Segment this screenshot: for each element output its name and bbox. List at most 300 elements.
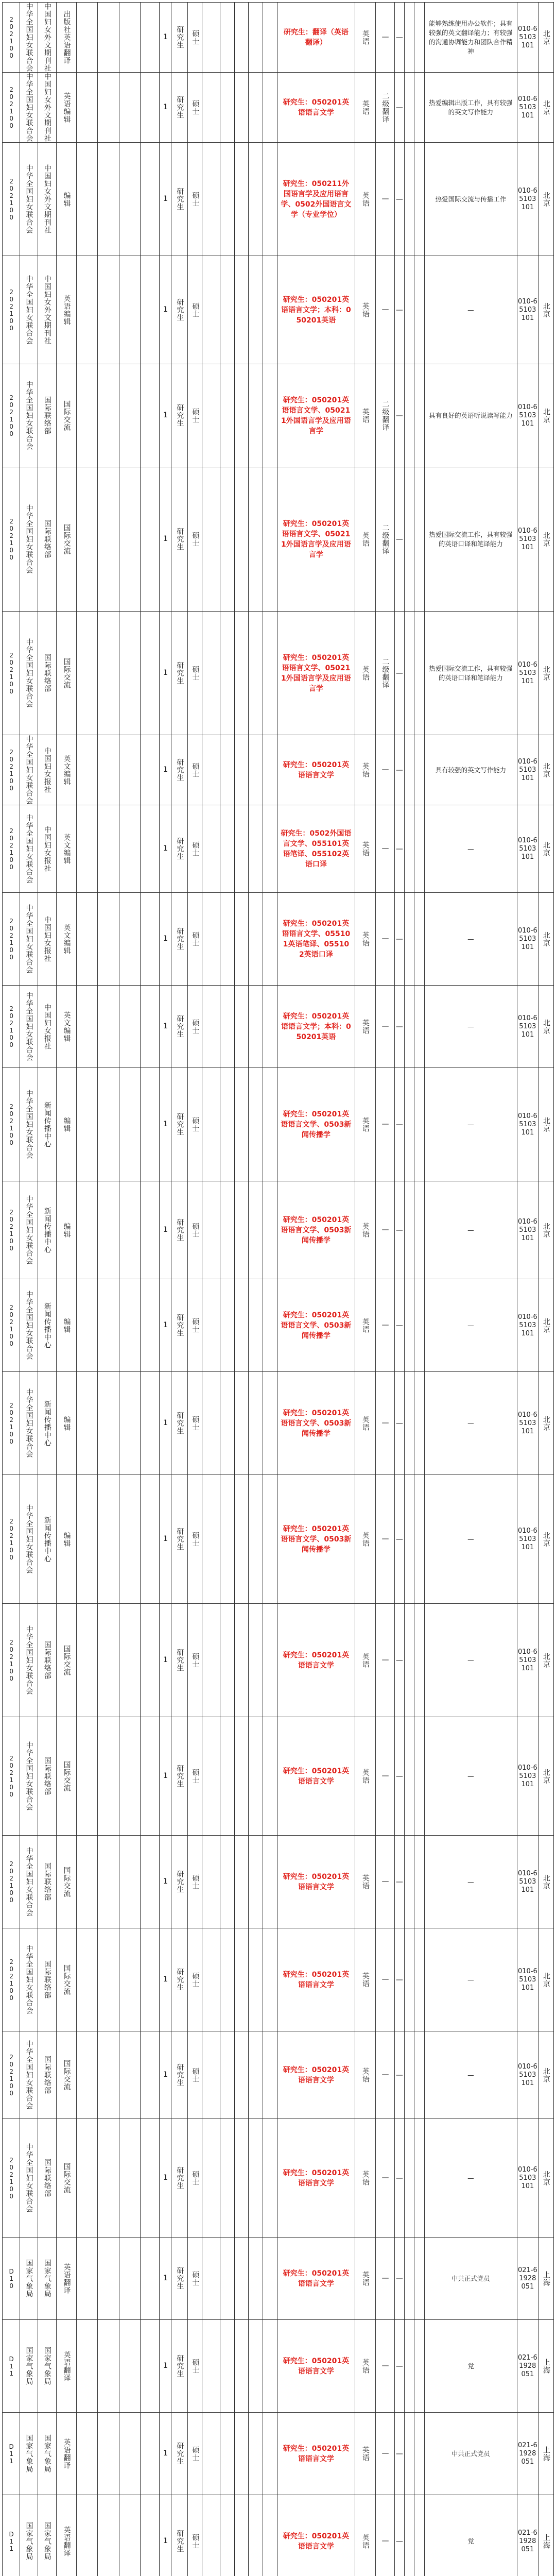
expr-cell: —	[394, 256, 404, 364]
col-dash-2	[405, 2320, 414, 2413]
col-blank-6	[220, 2238, 234, 2320]
other-cell: —	[424, 1181, 517, 1279]
col-blank-7	[234, 256, 249, 364]
col-blank-8	[249, 2320, 263, 2413]
cert-cell-text: —	[381, 2071, 390, 2079]
major-cell: 研究生：050201英语语言文学	[277, 1836, 355, 1928]
expr-cell: —	[394, 1068, 404, 1181]
dept-cell	[38, 1717, 56, 1836]
unit-cell	[20, 2320, 38, 2413]
post-cell-text: 编辑	[62, 1531, 71, 1547]
post-cell	[57, 1279, 77, 1372]
dept-cell	[38, 1928, 56, 2031]
col-blank-8	[249, 1717, 263, 1836]
expr-cell: —	[394, 735, 404, 805]
col-dash-3	[414, 2495, 424, 2576]
unit-cell	[20, 1928, 38, 2031]
unit-cell-text: 中华全国妇女联合会	[25, 3, 33, 72]
col-dash-3	[414, 1604, 424, 1717]
cert-cell-text: 二级翻译	[381, 400, 390, 431]
code-cell	[3, 2495, 20, 2576]
table-row	[3, 1475, 554, 1604]
num-cell	[159, 893, 171, 986]
col-blank-4	[141, 73, 159, 143]
code-cell	[3, 2413, 20, 2495]
code-cell-text: 202100	[8, 394, 15, 437]
num-cell-text: 1	[161, 2362, 170, 2370]
post-cell	[57, 986, 77, 1068]
post-cell	[57, 1836, 77, 1928]
table-row	[3, 1068, 554, 1181]
col-dash-3	[414, 73, 424, 143]
col-dash-3	[414, 1279, 424, 1372]
edu-cell	[171, 3, 188, 73]
num-cell	[159, 364, 171, 467]
col-blank-9	[263, 1604, 277, 1717]
post-cell-text: 英文编辑	[62, 1011, 71, 1042]
unit-cell-text: 中华全国妇女联合会	[25, 275, 33, 345]
major-cell: 研究生：050201英语语言文学	[277, 1604, 355, 1717]
other-cell: 热爱国际交流与传播工作	[424, 143, 517, 256]
col-blank-9	[263, 805, 277, 893]
dept-cell-text: 国家气象局	[43, 2259, 51, 2298]
col-blank-4	[141, 2031, 159, 2119]
edu-cell	[171, 2320, 188, 2413]
code-cell-text: 202100	[8, 177, 15, 221]
cert-cell-text: —	[381, 1022, 390, 1031]
post-cell-text: 编辑	[62, 1415, 71, 1431]
cert-cell	[376, 1717, 394, 1836]
unit-cell-text: 中华全国妇女联合会	[25, 2040, 33, 2110]
loc-cell	[538, 143, 553, 256]
edu-cell	[171, 1475, 188, 1604]
edu-cell	[171, 735, 188, 805]
code-cell	[3, 2119, 20, 2238]
edu-cell-text: 研究生	[176, 758, 184, 782]
phone-cell: 010-65103101	[517, 1372, 538, 1475]
col-blank-8	[249, 2413, 263, 2495]
cert-cell-text: —	[381, 1772, 390, 1781]
edu-cell-text: 研究生	[176, 2530, 184, 2553]
unit-cell	[20, 1279, 38, 1372]
col-dash-2	[405, 1604, 414, 1717]
col-blank-5	[202, 1372, 220, 1475]
col-blank-2	[97, 1717, 119, 1836]
unit-cell-text: 中华全国妇女联合会	[25, 1625, 33, 1695]
dept-cell	[38, 805, 56, 893]
other-cell: —	[424, 1717, 517, 1836]
col-blank-2	[97, 2413, 119, 2495]
col-blank-1	[76, 2238, 97, 2320]
edu-cell	[171, 467, 188, 612]
col-blank-6	[220, 2495, 234, 2576]
major-cell: 研究生：050201英语语言文学、055101英语笔译、055102英语口译	[277, 893, 355, 986]
num-cell-text: 1	[161, 103, 170, 112]
lang-cell	[355, 1604, 376, 1717]
cert-cell	[376, 1181, 394, 1279]
table-row	[3, 467, 554, 612]
num-cell-text: 1	[161, 844, 170, 853]
dept-cell	[38, 2238, 56, 2320]
other-cell: —	[424, 986, 517, 1068]
edu-cell	[171, 612, 188, 735]
col-blank-9	[263, 1836, 277, 1928]
col-blank-7	[234, 986, 249, 1068]
col-dash-2	[405, 256, 414, 364]
col-blank-5	[202, 364, 220, 467]
degree-cell-text: 硕士	[191, 2270, 200, 2286]
post-cell	[57, 805, 77, 893]
loc-cell-text: 北京	[542, 1222, 550, 1238]
post-cell	[57, 3, 77, 73]
col-blank-4	[141, 2238, 159, 2320]
col-blank-1	[76, 2320, 97, 2413]
col-blank-6	[220, 1475, 234, 1604]
phone-cell: 010-65103101	[517, 467, 538, 612]
num-cell	[159, 1372, 171, 1475]
other-cell: —	[424, 256, 517, 364]
col-blank-2	[97, 364, 119, 467]
col-blank-5	[202, 467, 220, 612]
cert-cell-text: —	[381, 2174, 390, 2182]
edu-cell	[171, 1279, 188, 1372]
col-dash-2	[405, 2119, 414, 2238]
loc-cell	[538, 612, 553, 735]
cert-cell-text: 二级翻译	[381, 92, 390, 123]
code-cell	[3, 1372, 20, 1475]
col-dash-3	[414, 805, 424, 893]
edu-cell-text: 研究生	[176, 837, 184, 860]
other-cell: —	[424, 1372, 517, 1475]
col-blank-3	[119, 2119, 141, 2238]
col-blank-4	[141, 2119, 159, 2238]
dept-cell	[38, 2413, 56, 2495]
degree-cell	[188, 256, 202, 364]
col-blank-8	[249, 2495, 263, 2576]
col-blank-1	[76, 805, 97, 893]
col-blank-1	[76, 143, 97, 256]
col-dash-2	[405, 2031, 414, 2119]
major-cell: 研究生：050201英语语言文学、050211外国语言学及应用语言学	[277, 364, 355, 467]
num-cell	[159, 73, 171, 143]
post-cell	[57, 2031, 77, 2119]
col-blank-3	[119, 1604, 141, 1717]
col-blank-3	[119, 2320, 141, 2413]
dept-cell	[38, 364, 56, 467]
col-blank-6	[220, 1717, 234, 1836]
edu-cell-text: 研究生	[176, 1870, 184, 1893]
col-blank-3	[119, 2495, 141, 2576]
loc-cell	[538, 467, 553, 612]
col-dash-2	[405, 1836, 414, 1928]
table-row	[3, 143, 554, 256]
col-blank-5	[202, 893, 220, 986]
num-cell-text: 1	[161, 1656, 170, 1665]
dept-cell	[38, 1181, 56, 1279]
col-dash-3	[414, 2119, 424, 2238]
phone-cell: 010-65103101	[517, 73, 538, 143]
expr-cell: —	[394, 1717, 404, 1836]
unit-cell	[20, 256, 38, 364]
post-cell-text: 英文编辑	[62, 923, 71, 955]
unit-cell-text: 国家气象局	[25, 2259, 33, 2298]
lang-cell	[355, 2320, 376, 2413]
col-blank-7	[234, 805, 249, 893]
col-blank-2	[97, 256, 119, 364]
unit-cell	[20, 73, 38, 143]
cert-cell-text: —	[381, 2274, 390, 2283]
lang-cell	[355, 1717, 376, 1836]
num-cell	[159, 2413, 171, 2495]
lang-cell	[355, 735, 376, 805]
loc-cell	[538, 2320, 553, 2413]
unit-cell-text: 中华全国妇女联合会	[25, 1847, 33, 1917]
loc-cell-text: 北京	[542, 1652, 550, 1668]
col-blank-6	[220, 2320, 234, 2413]
code-cell	[3, 1068, 20, 1181]
phone-cell: 010-65103101	[517, 1604, 538, 1717]
col-blank-4	[141, 1475, 159, 1604]
edu-cell-text: 研究生	[176, 1218, 184, 1242]
col-blank-9	[263, 1928, 277, 2031]
cert-cell	[376, 1068, 394, 1181]
cert-cell	[376, 2320, 394, 2413]
lang-cell-text: 英语	[361, 2358, 370, 2374]
unit-cell-text: 国家气象局	[25, 2434, 33, 2473]
phone-cell: 010-65103101	[517, 805, 538, 893]
degree-cell-text: 硕士	[191, 302, 200, 318]
loc-cell-text: 上海	[542, 2533, 550, 2549]
cert-cell-text: —	[381, 1419, 390, 1428]
edu-cell	[171, 73, 188, 143]
table-row	[3, 73, 554, 143]
col-dash-2	[405, 1279, 414, 1372]
col-blank-8	[249, 73, 263, 143]
degree-cell	[188, 1475, 202, 1604]
dept-cell	[38, 612, 56, 735]
phone-cell: 010-65103101	[517, 1181, 538, 1279]
loc-cell-text: 北京	[542, 1019, 550, 1035]
col-blank-9	[263, 735, 277, 805]
unit-cell	[20, 1475, 38, 1604]
num-cell	[159, 143, 171, 256]
col-blank-6	[220, 1604, 234, 1717]
lang-cell-text: 英语	[361, 931, 370, 947]
lang-cell-text: 英语	[361, 2270, 370, 2286]
degree-cell-text: 硕士	[191, 99, 200, 115]
col-dash-2	[405, 2495, 414, 2576]
loc-cell-text: 北京	[542, 29, 550, 45]
loc-cell	[538, 1717, 553, 1836]
col-blank-3	[119, 805, 141, 893]
num-cell	[159, 3, 171, 73]
phone-cell: 010-65103101	[517, 2031, 538, 2119]
degree-cell-text: 硕士	[191, 931, 200, 947]
degree-cell	[188, 1181, 202, 1279]
loc-cell-text: 北京	[542, 841, 550, 857]
degree-cell-text: 硕士	[191, 29, 200, 45]
col-blank-9	[263, 143, 277, 256]
col-dash-3	[414, 2031, 424, 2119]
code-cell	[3, 143, 20, 256]
col-blank-3	[119, 143, 141, 256]
post-cell-text: 国际交流	[62, 400, 71, 431]
col-blank-8	[249, 1475, 263, 1604]
cert-cell-text: —	[381, 1226, 390, 1234]
loc-cell-text: 北京	[542, 2067, 550, 2083]
col-dash-3	[414, 3, 424, 73]
code-cell-text: 202100	[8, 1638, 15, 1682]
degree-cell	[188, 1372, 202, 1475]
phone-cell: 010-65103101	[517, 1475, 538, 1604]
post-cell-text: 编辑	[62, 1222, 71, 1238]
edu-cell-text: 研究生	[176, 1528, 184, 1551]
edu-cell	[171, 893, 188, 986]
table-row	[3, 893, 554, 986]
col-blank-9	[263, 3, 277, 73]
lang-cell	[355, 2031, 376, 2119]
phone-cell: 010-65103101	[517, 612, 538, 735]
edu-cell	[171, 805, 188, 893]
dept-cell	[38, 1068, 56, 1181]
code-cell	[3, 3, 20, 73]
code-cell-text: 202100	[8, 1303, 15, 1347]
num-cell-text: 1	[161, 1022, 170, 1031]
cert-cell	[376, 1928, 394, 2031]
col-blank-9	[263, 1181, 277, 1279]
loc-cell	[538, 1279, 553, 1372]
table-row	[3, 1836, 554, 1928]
expr-cell: —	[394, 3, 404, 73]
col-blank-2	[97, 2119, 119, 2238]
lang-cell-text: 英语	[361, 1317, 370, 1333]
col-blank-4	[141, 1604, 159, 1717]
col-blank-4	[141, 612, 159, 735]
col-blank-8	[249, 364, 263, 467]
edu-cell-text: 研究生	[176, 188, 184, 211]
edu-cell-text: 研究生	[176, 1015, 184, 1038]
col-blank-6	[220, 2413, 234, 2495]
col-blank-9	[263, 2238, 277, 2320]
num-cell-text: 1	[161, 1226, 170, 1234]
edu-cell	[171, 1181, 188, 1279]
post-cell	[57, 143, 77, 256]
col-blank-1	[76, 2031, 97, 2119]
unit-cell	[20, 2031, 38, 2119]
col-blank-7	[234, 1928, 249, 2031]
col-blank-5	[202, 1475, 220, 1604]
col-blank-7	[234, 893, 249, 986]
col-blank-9	[263, 2031, 277, 2119]
cert-cell	[376, 805, 394, 893]
phone-cell: 010-65103101	[517, 1279, 538, 1372]
cert-cell-text: —	[381, 2362, 390, 2370]
col-blank-5	[202, 143, 220, 256]
loc-cell	[538, 1928, 553, 2031]
lang-cell	[355, 467, 376, 612]
dept-cell	[38, 1604, 56, 1717]
cert-cell	[376, 2119, 394, 2238]
loc-cell-text: 北京	[542, 1317, 550, 1333]
degree-cell	[188, 2238, 202, 2320]
unit-cell-text: 中华全国妇女联合会	[25, 1195, 33, 1265]
post-cell-text: 国际交流	[62, 2162, 71, 2194]
phone-cell: 010-65103101	[517, 893, 538, 986]
degree-cell-text: 硕士	[191, 191, 200, 207]
expr-cell: —	[394, 467, 404, 612]
col-blank-7	[234, 364, 249, 467]
col-blank-6	[220, 1836, 234, 1928]
col-blank-9	[263, 893, 277, 986]
code-cell	[3, 612, 20, 735]
col-dash-2	[405, 3, 414, 73]
expr-cell: —	[394, 2413, 404, 2495]
other-cell: —	[424, 1928, 517, 2031]
phone-cell: 010-65103101	[517, 735, 538, 805]
col-blank-2	[97, 2031, 119, 2119]
dept-cell	[38, 143, 56, 256]
col-dash-2	[405, 2238, 414, 2320]
edu-cell-text: 研究生	[176, 2442, 184, 2465]
col-blank-6	[220, 73, 234, 143]
dept-cell-text: 国家气象局	[43, 2522, 51, 2561]
degree-cell-text: 硕士	[191, 1531, 200, 1547]
post-cell	[57, 893, 77, 986]
loc-cell	[538, 1475, 553, 1604]
col-blank-7	[234, 1836, 249, 1928]
col-dash-3	[414, 1068, 424, 1181]
num-cell	[159, 256, 171, 364]
col-blank-7	[234, 612, 249, 735]
post-cell	[57, 1181, 77, 1279]
expr-cell: —	[394, 1836, 404, 1928]
post-cell	[57, 1604, 77, 1717]
unit-cell-text: 中华全国妇女联合会	[25, 735, 33, 805]
code-cell-text: 202100	[8, 1517, 15, 1561]
col-blank-7	[234, 2320, 249, 2413]
edu-cell-text: 研究生	[176, 1765, 184, 1788]
col-dash-2	[405, 1475, 414, 1604]
code-cell	[3, 1836, 20, 1928]
col-blank-4	[141, 1717, 159, 1836]
col-blank-9	[263, 2119, 277, 2238]
col-blank-1	[76, 1475, 97, 1604]
num-cell	[159, 986, 171, 1068]
col-blank-8	[249, 2119, 263, 2238]
col-blank-9	[263, 612, 277, 735]
expr-cell: —	[394, 612, 404, 735]
code-cell-text: 202100	[8, 1208, 15, 1252]
col-blank-1	[76, 73, 97, 143]
col-blank-9	[263, 2413, 277, 2495]
edu-cell	[171, 2413, 188, 2495]
loc-cell-text: 北京	[542, 191, 550, 207]
lang-cell-text: 英语	[361, 762, 370, 778]
col-dash-3	[414, 364, 424, 467]
col-blank-6	[220, 1372, 234, 1475]
loc-cell-text: 北京	[542, 99, 550, 115]
phone-cell: 010-65103101	[517, 1068, 538, 1181]
major-cell: 研究生：0502外国语言文学、055101英语笔译、055102英语口译	[277, 805, 355, 893]
col-blank-6	[220, 986, 234, 1068]
dept-cell-text: 中国妇女报社	[43, 916, 51, 962]
lang-cell	[355, 1181, 376, 1279]
col-blank-2	[97, 467, 119, 612]
unit-cell	[20, 612, 38, 735]
dept-cell-text: 国际联络部	[43, 2159, 51, 2197]
col-blank-4	[141, 893, 159, 986]
col-dash-3	[414, 467, 424, 612]
